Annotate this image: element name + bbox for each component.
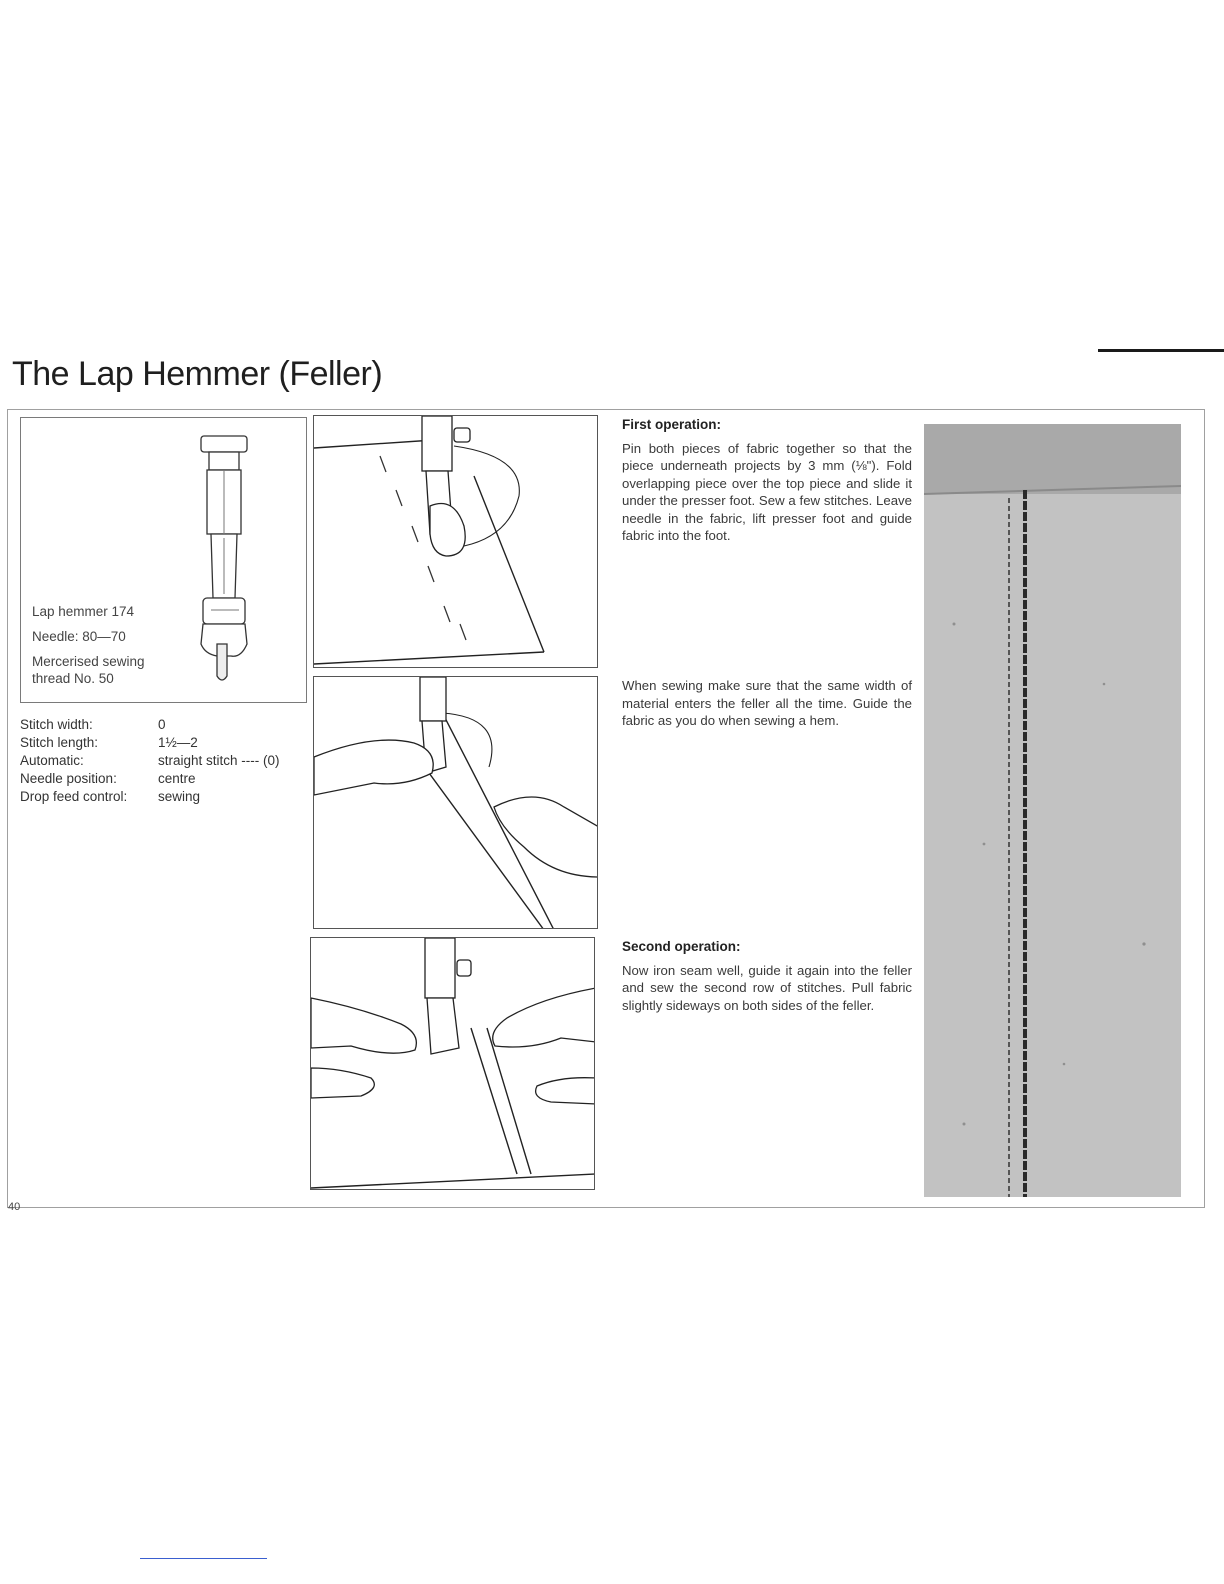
settings-row bbox=[20, 716, 280, 734]
settings-row bbox=[20, 788, 280, 806]
first-operation-heading: First operation: bbox=[622, 417, 722, 432]
first-operation-section bbox=[622, 416, 912, 545]
setting-label: Stitch width: bbox=[20, 717, 93, 732]
sewing-guide-illustration bbox=[313, 676, 598, 929]
fabric-seam-photo bbox=[924, 424, 1181, 1197]
first-operation-illustration bbox=[313, 415, 598, 668]
foot-name-label: Lap hemmer 174 bbox=[32, 604, 135, 619]
second-operation-text: Now iron seam well, guide it again into the feller and sew the second row of stitches. Pull fabric slightly sideways on both sides of the feller. bbox=[622, 962, 912, 1013]
thread-label-line2: thread No. 50 bbox=[32, 671, 114, 686]
setting-label: Stitch length: bbox=[20, 735, 99, 750]
thread-label-line1: Mercerised sewing bbox=[32, 654, 145, 669]
setting-value: 0 bbox=[158, 717, 166, 732]
setting-label: Drop feed control: bbox=[20, 789, 128, 804]
settings-list bbox=[20, 716, 280, 806]
sewing-guide-text: When sewing make sure that the same width of material enters the feller all the time. Guide the fabric as you do when sewing a hem. bbox=[622, 678, 912, 728]
second-operation-heading: Second operation: bbox=[622, 939, 741, 954]
sewing-guide-section bbox=[622, 677, 912, 730]
presser-foot-panel bbox=[20, 417, 307, 703]
needle-label: Needle: 80—70 bbox=[32, 629, 126, 644]
setting-label: Needle position: bbox=[20, 771, 117, 786]
setting-value: sewing bbox=[158, 789, 201, 804]
setting-label: Automatic: bbox=[20, 753, 84, 768]
settings-row bbox=[20, 770, 280, 788]
setting-value: straight stitch ---- (0) bbox=[158, 753, 280, 768]
settings-row bbox=[20, 734, 280, 752]
bottom-link-line bbox=[140, 1558, 267, 1559]
second-operation-section bbox=[622, 938, 912, 1014]
page-number: 40 bbox=[8, 1201, 21, 1213]
top-rule bbox=[1098, 349, 1224, 352]
setting-value: 1½—2 bbox=[158, 735, 198, 750]
page-title: The Lap Hemmer (Feller) bbox=[12, 355, 383, 393]
second-operation-illustration bbox=[310, 937, 595, 1190]
settings-row bbox=[20, 752, 280, 770]
setting-value: centre bbox=[158, 771, 196, 786]
first-operation-text: Pin both pieces of fabric together so that the piece underneath projects by 3 mm (⅛"). Fold overlapping piece over the top piece and slide it under the presser foot. Sew a few stitches. Leave needle in the fabric, lift presser foot and guide fabric into the foot. bbox=[622, 440, 912, 543]
